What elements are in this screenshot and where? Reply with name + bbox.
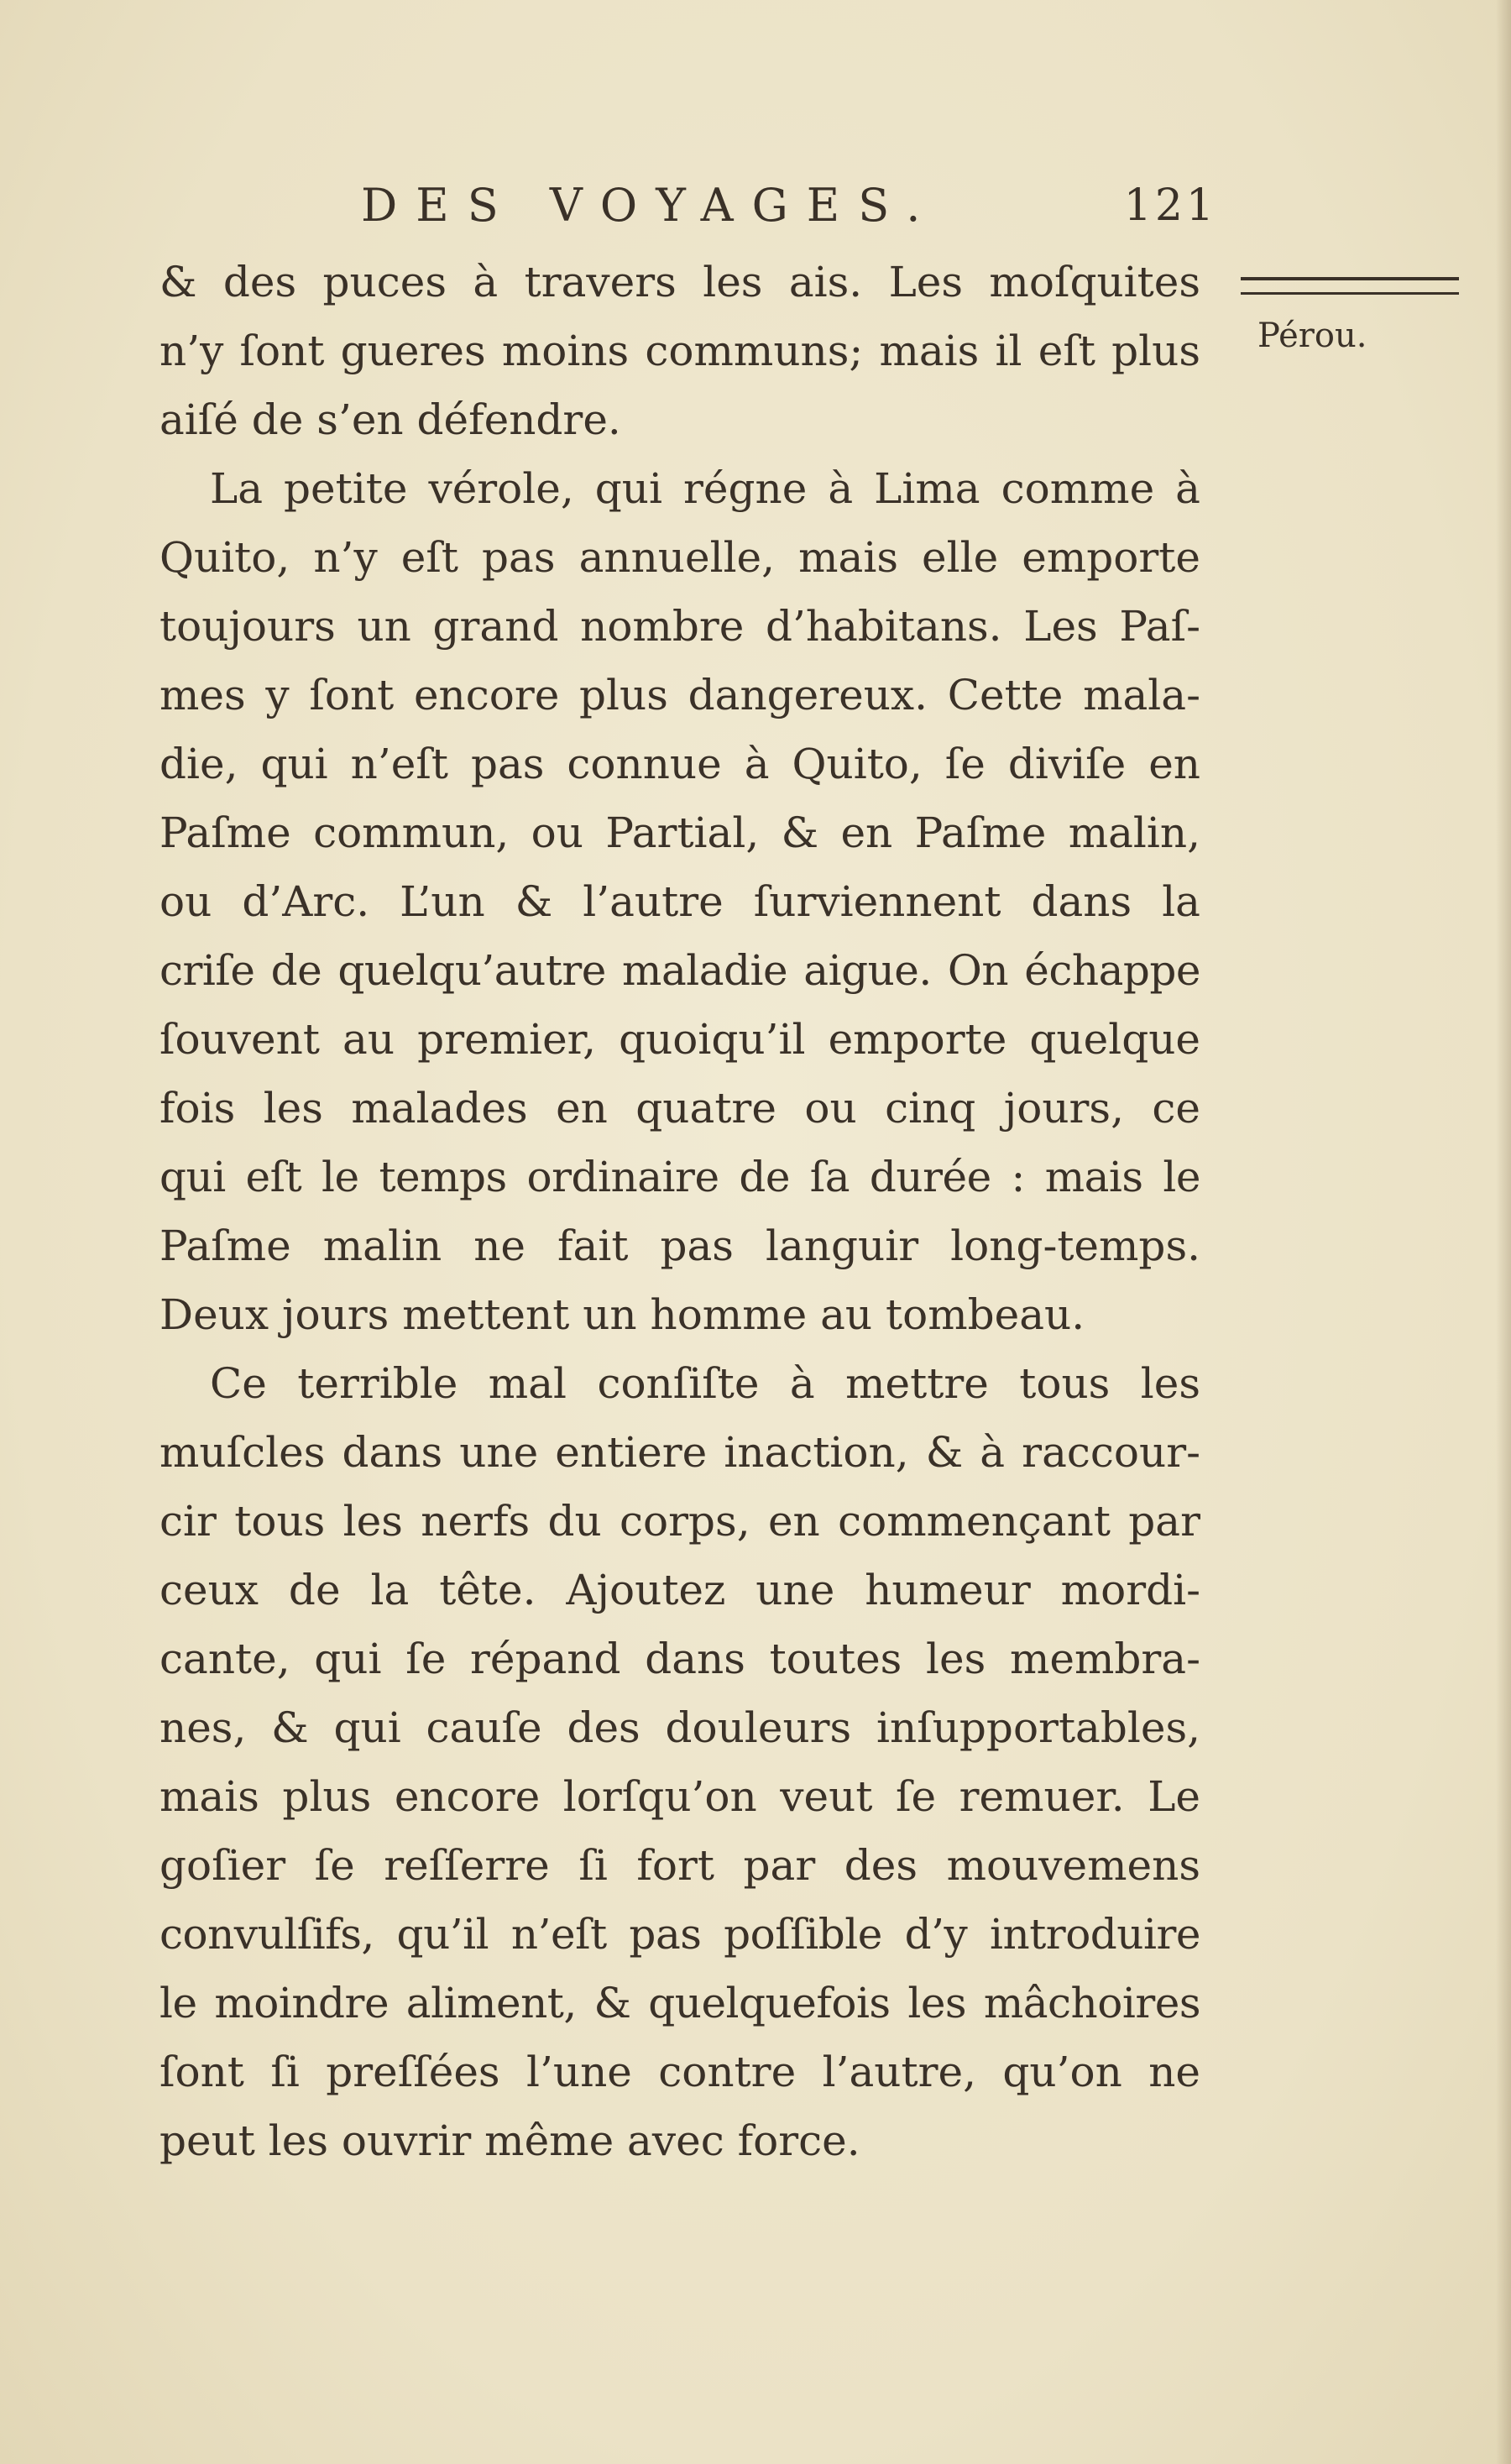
text-line: n’y ſont gueres moins communs; mais il eſt plus — [159, 327, 1200, 375]
text-line: qui eſt le temps ordinaire de ſa durée : mais le — [159, 1153, 1200, 1201]
text-line: muſcles dans une entiere inaction, & à raccour- — [159, 1428, 1200, 1477]
text-line: Quito, n’y eſt pas annuelle, mais elle emporte — [159, 533, 1200, 582]
page-header — [193, 168, 1217, 243]
text-line: criſe de quelqu’autre maladie aigue. On échappe — [159, 946, 1200, 995]
margin-note: Pérou. — [1257, 317, 1367, 355]
text-line: & des puces à travers les ais. Les moſquites — [159, 258, 1200, 306]
text-line: ou d’Arc. L’un & l’autre ſurviennent dans la — [159, 877, 1200, 926]
text-line: toujours un grand nombre d’habitans. Les Paſ- — [159, 602, 1200, 651]
text-line: Ce terrible mal conſiſte à mettre tous les — [210, 1359, 1200, 1408]
text-line: ſont ſi preſſées l’une contre l’autre, qu’on ne — [159, 2048, 1200, 2096]
text-line: die, qui n’eſt pas connue à Quito, ſe diviſe en — [159, 740, 1200, 788]
text-line: cante, qui ſe répand dans toutes les membra- — [159, 1635, 1200, 1683]
text-line: cir tous les nerfs du corps, en commençant par — [159, 1497, 1200, 1546]
text-line: La petite vérole, qui régne à Lima comme à — [210, 464, 1200, 513]
text-line: ceux de la tête. Ajoutez une humeur mordi- — [159, 1566, 1200, 1614]
text-line: mais plus encore lorſqu’on veut ſe remuer. Le — [159, 1772, 1200, 1821]
body-text — [159, 248, 1200, 2175]
text-line: nes, & qui cauſe des douleurs inſupportables, — [159, 1703, 1200, 1752]
text-line: convulſifs, qu’il n’eſt pas poſſible d’y introduire — [159, 1910, 1200, 1959]
text-line: fois les malades en quatre ou cinq jours, ce — [159, 1084, 1200, 1133]
page-edge-shadow — [1496, 0, 1511, 2464]
text-line: le moindre aliment, & quelquefois les mâchoires — [159, 1979, 1200, 2027]
page-number: 121 — [1123, 180, 1217, 231]
text-line: mes y ſont encore plus dangereux. Cette mala- — [159, 671, 1200, 719]
text-line: goſier ſe reſſerre ſi fort par des mouvemens — [159, 1841, 1200, 1890]
margin-rule — [1241, 277, 1459, 295]
text-line: Deux jours mettent un homme au tombeau. — [159, 1290, 1085, 1339]
text-line: peut les ouvrir même avec force. — [159, 2116, 860, 2165]
text-line: aiſé de s’en défendre. — [159, 395, 621, 444]
text-line: ſouvent au premier, quoiqu’il emporte quelque — [159, 1015, 1200, 1064]
text-line: Paſme commun, ou Partial, & en Paſme malin, — [159, 808, 1200, 857]
running-title: DES VOYAGES. — [361, 179, 939, 232]
text-line: Paſme malin ne fait pas languir long-temps. — [159, 1222, 1200, 1270]
